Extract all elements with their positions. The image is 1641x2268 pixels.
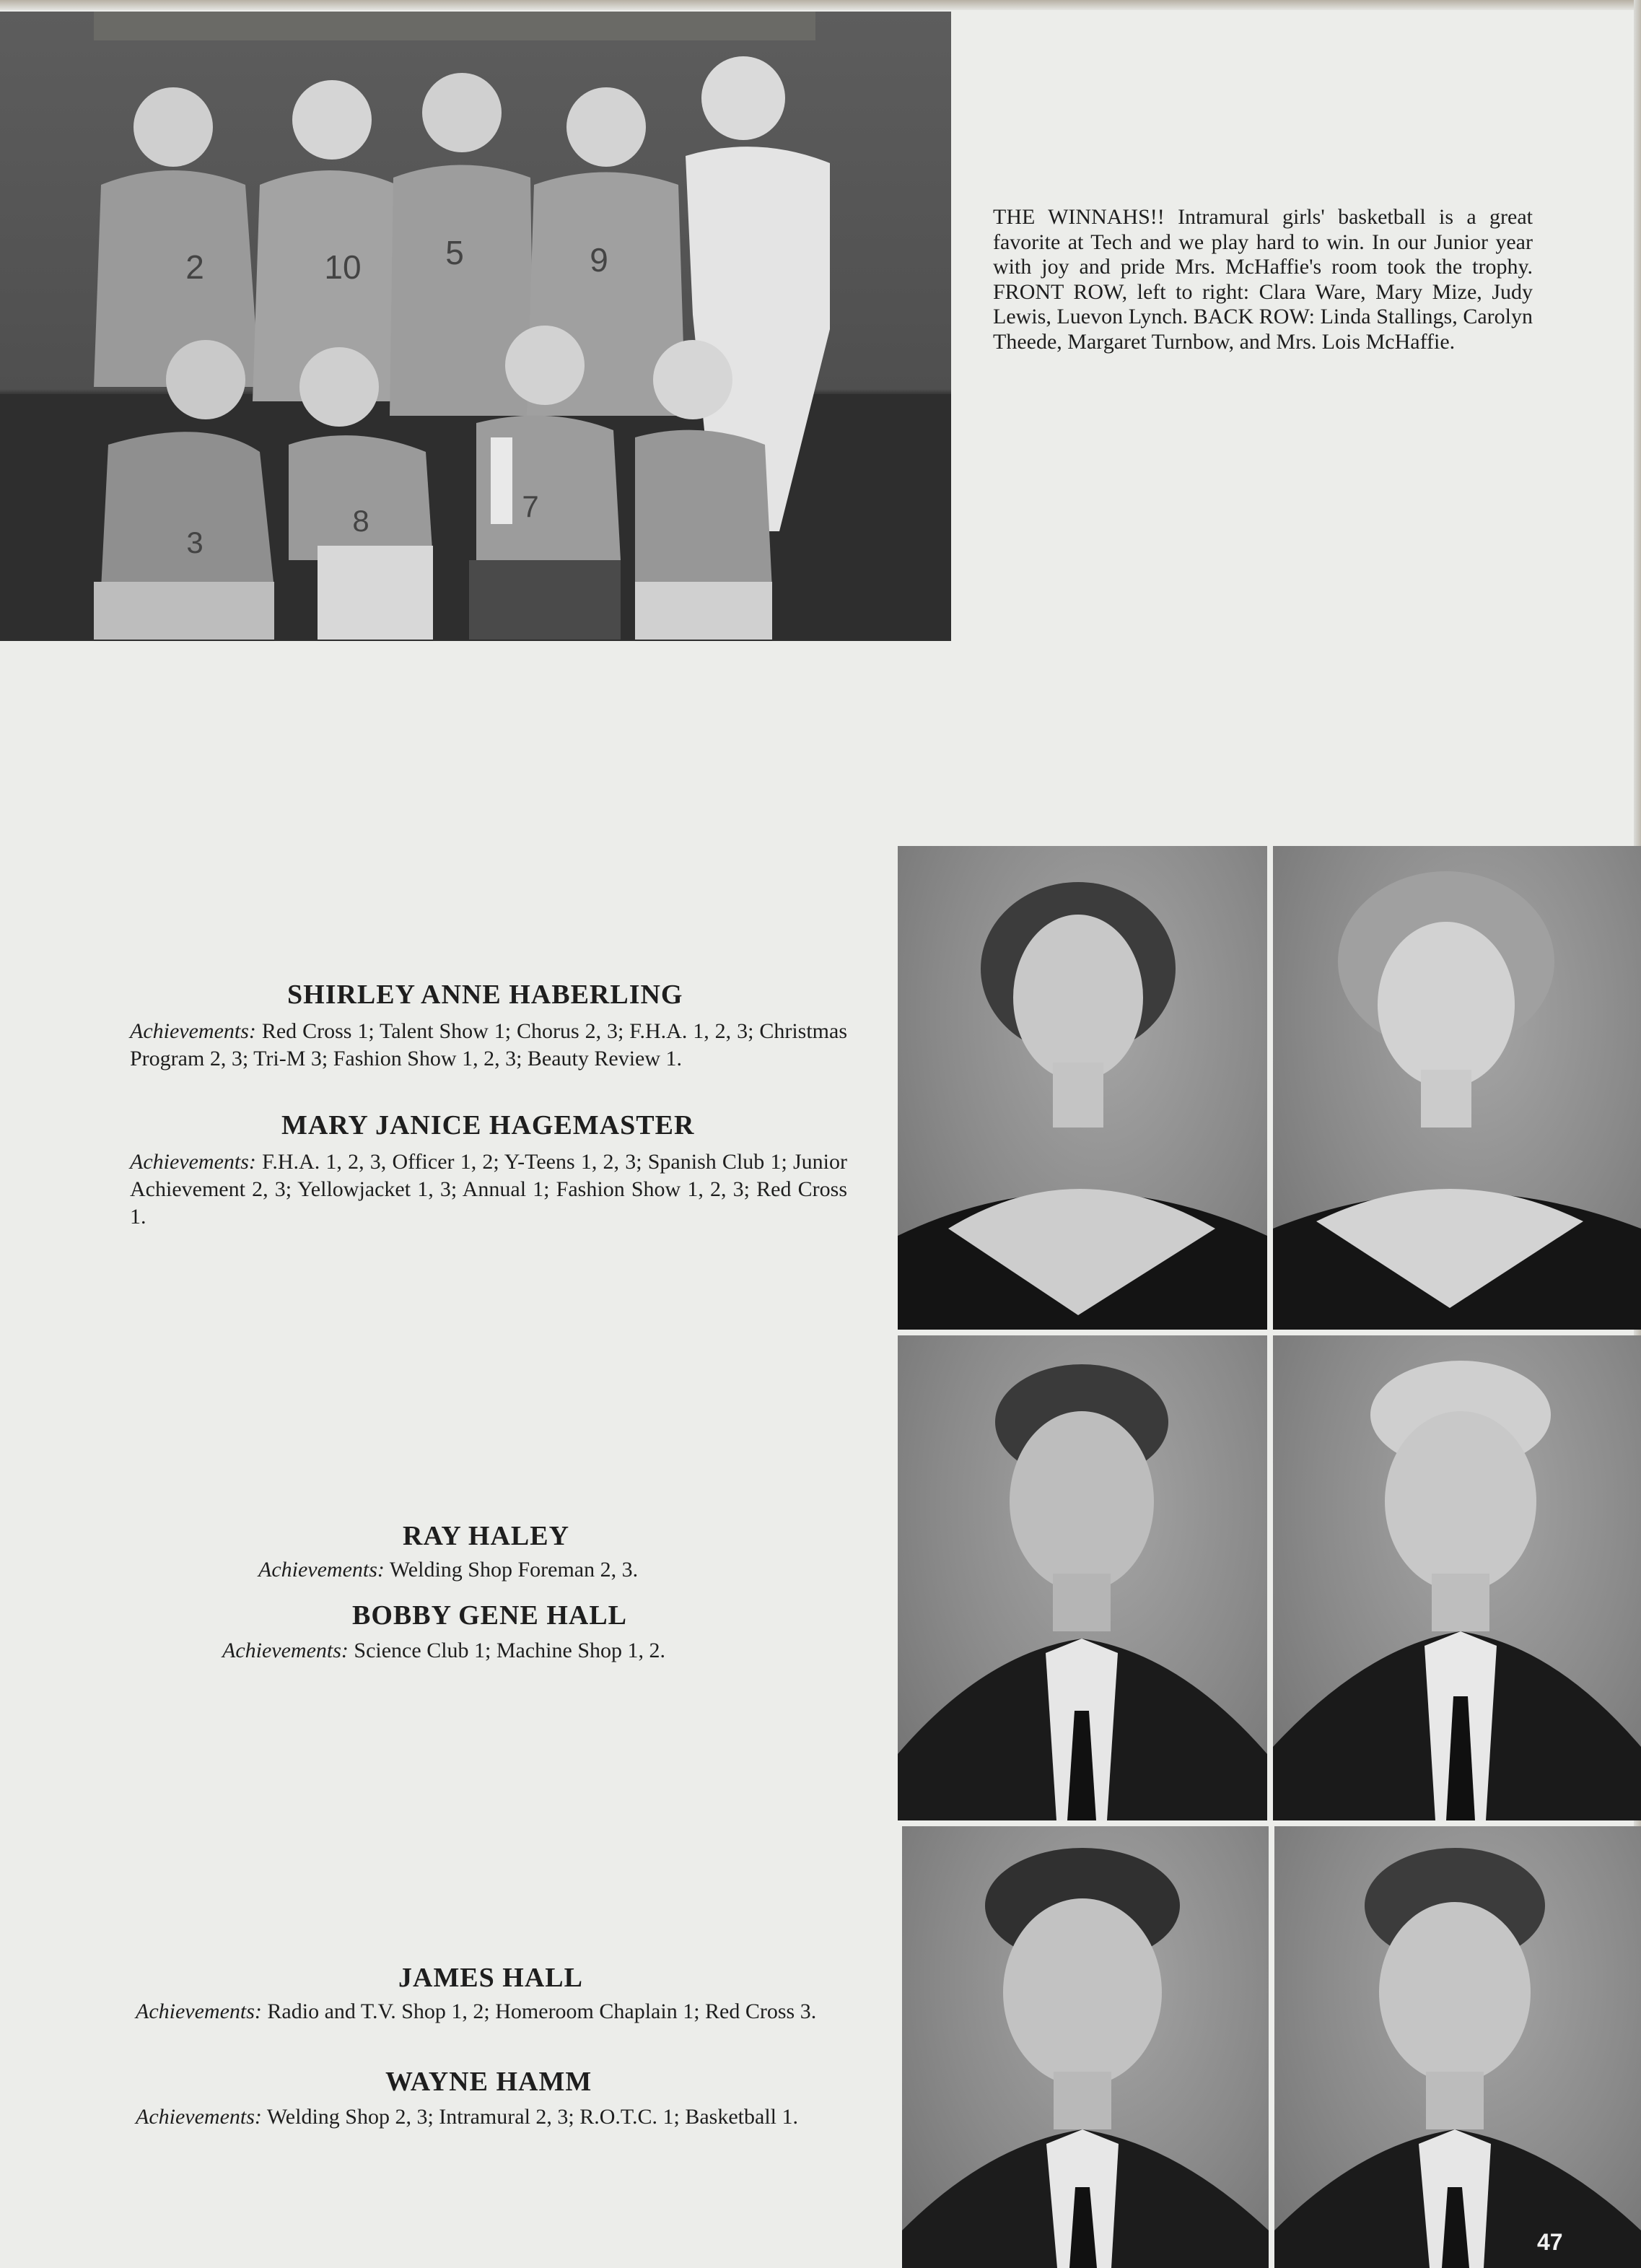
portrait-wayne-hamm bbox=[1274, 1826, 1641, 2268]
student-name-ray-haley: RAY HALEY bbox=[403, 1521, 570, 1551]
achievements-label: Achievements: bbox=[258, 1558, 385, 1582]
portrait-ray-haley bbox=[898, 1335, 1267, 1820]
portrait-bobby-gene-hall bbox=[1273, 1335, 1641, 1820]
jersey-number-back-2: 10 bbox=[324, 248, 362, 286]
student-achievements-mary-janice-hagemaster bbox=[130, 1148, 847, 1231]
achievements-text: Radio and T.V. Shop 1, 2; Homeroom Chaplain 1; Red Cross 3. bbox=[267, 1999, 817, 2023]
student-achievements-shirley-anne-haberling bbox=[130, 1018, 847, 1073]
achievements-text: Science Club 1; Machine Shop 1, 2. bbox=[354, 1639, 666, 1662]
page-number: 47 bbox=[1537, 2229, 1563, 2255]
page-top-edge bbox=[0, 0, 1641, 10]
student-achievements-ray-haley bbox=[258, 1556, 638, 1584]
achievements-label: Achievements: bbox=[222, 1639, 349, 1662]
jersey-number-front-1: 3 bbox=[186, 525, 204, 559]
student-name-bobby-gene-hall: BOBBY GENE HALL bbox=[352, 1600, 628, 1631]
team-photo-caption: THE WINNAHS!! Intramural girls' basketball is a great favorite at Tech and we play hard to win. In our Junior year with joy and pride Mrs. McHaffie's room took the trophy. FRONT ROW, left to right: Clara Ware, Mary Mize, Judy Lewis, Luevon Lynch. BACK ROW: Linda Stallings, Carolyn Theede, Margaret Turnbow, and Mrs. Lois McHaffie. bbox=[993, 205, 1533, 354]
jersey-number-back-1: 2 bbox=[185, 248, 204, 286]
achievements-label: Achievements: bbox=[130, 1019, 256, 1043]
student-achievements-james-hall bbox=[136, 1998, 853, 2025]
portrait-mary-janice-hagemaster bbox=[1273, 846, 1641, 1330]
team-photo bbox=[0, 12, 951, 641]
jersey-number-front-2: 8 bbox=[352, 504, 369, 538]
student-name-wayne-hamm: WAYNE HAMM bbox=[385, 2067, 592, 2097]
portrait-james-hall bbox=[902, 1826, 1269, 2268]
student-achievements-wayne-hamm bbox=[136, 2103, 853, 2131]
achievements-label: Achievements: bbox=[136, 2105, 262, 2129]
achievements-text: Red Cross 1; Talent Show 1; Chorus 2, 3; F.H.A. 1, 2, 3; Christmas Program 2, 3; Tri-M 3; Fashion Show 1, 2, 3; Beauty Review 1. bbox=[130, 1019, 848, 1070]
achievements-label: Achievements: bbox=[136, 1999, 262, 2023]
team-photo-illustration bbox=[0, 12, 951, 641]
jersey-number-front-3: 7 bbox=[522, 489, 539, 523]
student-name-mary-janice-hagemaster: MARY JANICE HAGEMASTER bbox=[281, 1110, 695, 1140]
student-name-shirley-anne-haberling: SHIRLEY ANNE HABERLING bbox=[287, 980, 683, 1010]
student-achievements-bobby-gene-hall bbox=[222, 1637, 665, 1665]
jersey-number-back-4: 9 bbox=[590, 241, 608, 279]
achievements-text: Welding Shop Foreman 2, 3. bbox=[389, 1558, 639, 1582]
portrait-shirley-anne-haberling bbox=[898, 846, 1267, 1330]
student-name-james-hall: JAMES HALL bbox=[398, 1963, 583, 1993]
achievements-text: Welding Shop 2, 3; Intramural 2, 3; R.O.T.C. 1; Basketball 1. bbox=[266, 2105, 798, 2129]
achievements-text: F.H.A. 1, 2, 3, Officer 1, 2; Y-Teens 1, 2, 3; Spanish Club 1; Junior Achievement 2, 3; Yellowjacket 1, 3; Annual 1; Fashion Show 1, 2, 3; Red Cross 1. bbox=[130, 1150, 847, 1229]
jersey-number-back-3: 5 bbox=[445, 234, 464, 271]
achievements-label: Achievements: bbox=[130, 1150, 256, 1174]
